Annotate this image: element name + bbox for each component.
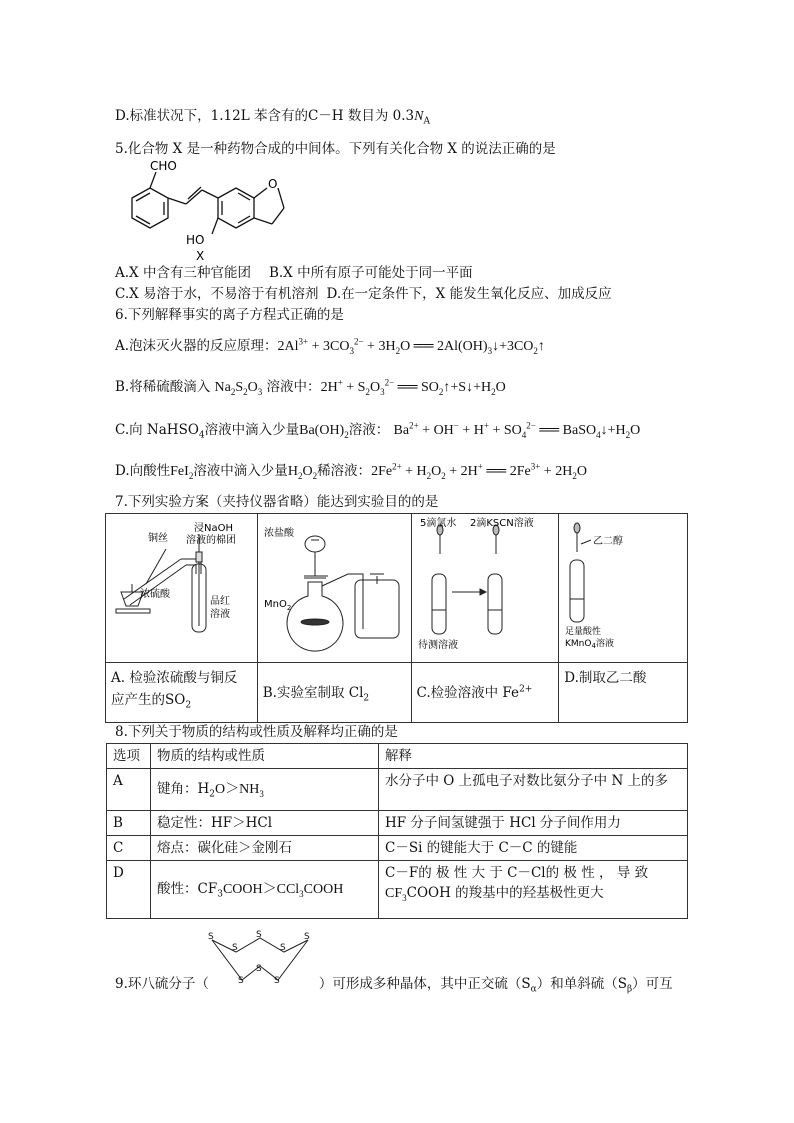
fig-d-label-glycol: 乙二醇 bbox=[593, 536, 624, 547]
fig-d-cell bbox=[559, 514, 688, 663]
fig-a-label-acid: 浓硫酸 bbox=[140, 589, 170, 600]
ring-oxygen-label: O bbox=[268, 177, 278, 191]
q4-option-d: D.标准状况下，1.12L 苯含有的C－H 数目为 $0.3N_A$ bbox=[115, 108, 430, 127]
copper-sulfuric-apparatus bbox=[106, 514, 256, 658]
q8-row-d-property: 酸性：$CF_3COOH>CCl_3COOH$ bbox=[151, 861, 379, 919]
q6-option-d: D.向酸性FeI$_2$溶液中滴入少量$H_2O_2$稀溶液：$2Fe^{2+} + H_2O_2 + 2H^+$ ══ $2Fe^{3+} + 2H_2O$ bbox=[115, 461, 587, 481]
fig-b-label-mno2: MnO$_2$ bbox=[263, 599, 292, 612]
svg-text:S: S bbox=[238, 976, 244, 986]
fig-a-label-solution: 溶液 bbox=[210, 609, 230, 620]
q8-row-a-explanation: 水分子中 O 上孤电子对数比氨分子中 N 上的多 bbox=[379, 769, 688, 811]
q8-row-d-explanation: C－F的 极 性 大 于 C－Cl的 极 性 ， 导 致 $CF_3COOH$ 的羧基中的羟基极性更大 bbox=[379, 861, 688, 919]
q8-table bbox=[106, 743, 688, 919]
q8-row-c-explanation: C－Si 的键能大于 C－C 的键能 bbox=[379, 836, 688, 861]
fig-d-label-excess: 足量酸性 bbox=[565, 627, 602, 637]
q7-option-c: C.检验溶液中 $Fe^{2+}$ bbox=[411, 663, 559, 723]
svg-text:S: S bbox=[208, 932, 214, 942]
q8-header-option: 选项 bbox=[107, 744, 151, 769]
q7-table bbox=[105, 513, 688, 723]
svg-text:S: S bbox=[304, 932, 310, 942]
svg-text:S: S bbox=[256, 964, 262, 974]
q6-option-b: B.将稀硫酸滴入 $Na_2S_2O_3$ 溶液中：$2H^+ + S_2O_3^{2-}$ ══ $SO_2↑+S↓+H_2O$ bbox=[115, 377, 506, 397]
fig-a-label-cotton: 溶液的棉团 bbox=[186, 535, 236, 546]
chlorine-generator-apparatus bbox=[258, 514, 410, 658]
q5-option-c: C.X 易溶于水，不易溶于有机溶剂 bbox=[115, 286, 319, 302]
fig-a-cell bbox=[106, 514, 258, 663]
fig-a-label-naoh: 浸NaOH bbox=[194, 523, 233, 534]
q8-header-explanation: 解释 bbox=[379, 744, 688, 769]
svg-text:S: S bbox=[274, 976, 280, 986]
q9-stem: 9.环八硫分子（ ）可形成多种晶体，其中正交硫$(S_\alpha)$和单斜硫$(S_\beta)$可互 bbox=[115, 976, 673, 995]
svg-text:S: S bbox=[256, 930, 262, 940]
q5-option-d: D.在一定条件下，X 能发生氧化反应、加成反应 bbox=[326, 286, 612, 302]
q6-stem: 6.下列解释事实的离子方程式正确的是 bbox=[115, 307, 344, 323]
fig-c-label-chlorine: 5滴氯水 bbox=[419, 518, 456, 529]
q8-header-property: 物质的结构或性质 bbox=[151, 744, 379, 769]
q8-row-a-option: A bbox=[107, 769, 151, 811]
q6-option-a: A.泡沫灭火器的反应原理：$2Al^{3+} + 3CO_3^{2-} + 3H_2O$ ══ $2Al(OH)_3↓+3CO_2↑$ bbox=[115, 336, 545, 356]
oxidation-apparatus bbox=[559, 514, 686, 658]
svg-text:S: S bbox=[232, 943, 238, 953]
q5-option-a: A.X 中含有三种官能团 bbox=[115, 265, 251, 281]
fig-b-label-hcl: 浓盐酸 bbox=[263, 528, 294, 539]
q7-stem: 7.下列实验方案（夹持仪器省略）能达到实验目的的是 bbox=[115, 494, 439, 510]
fig-c-label-sample: 待测溶液 bbox=[417, 640, 458, 651]
q7-option-d: D.制取乙二酸 bbox=[559, 663, 688, 723]
q8-row-b-property: 稳定性：HF＞HCl bbox=[151, 811, 379, 836]
q8-stem: 8.下列关于物质的结构或性质及解释均正确的是 bbox=[115, 724, 398, 740]
q8-row-b-explanation: HF 分子间氢键强于 HCl 分子间作用力 bbox=[379, 811, 688, 836]
compound-name-label: X bbox=[196, 249, 205, 263]
fig-a-label-copper: 铜丝 bbox=[148, 533, 168, 544]
q7-option-b: B.实验室制取 $Cl_2$ bbox=[257, 663, 411, 723]
q5-options-row2 bbox=[115, 284, 612, 304]
q5-options-row1 bbox=[115, 263, 473, 283]
q8-row-d-option: D bbox=[107, 861, 151, 919]
q8-row-c-option: C bbox=[107, 836, 151, 861]
fig-d-label-kmno4: KMnO$_4$溶液 bbox=[565, 639, 615, 650]
q8-row-c-property: 熔点：碳化硅＞金刚石 bbox=[151, 836, 379, 861]
q5-stem: 5.化合物 X 是一种药物合成的中间体。下列有关化合物 X 的说法正确的是 bbox=[115, 141, 556, 157]
compound-x-structure bbox=[112, 158, 322, 263]
fig-a-label-pinjing: 品红 bbox=[210, 596, 230, 607]
fig-b-cell bbox=[257, 514, 411, 663]
q6-option-c: C.向 NaHSO$_4$溶液中滴入少量$Ba(OH)_2$溶液： $Ba^{2+} + OH^- + H^+ + SO_4^{2-}$ ══ $BaSO_4↓+H_2O$ bbox=[115, 420, 641, 441]
q7-option-a: A. 检验浓硫酸与铜反 应产生的$SO_2$ bbox=[106, 663, 258, 723]
svg-text:S: S bbox=[280, 943, 286, 953]
fig-c-label-kscn: 2滴KSCN溶液 bbox=[469, 518, 534, 529]
fig-c-cell bbox=[411, 514, 559, 663]
ho-label: HO bbox=[186, 233, 205, 247]
cho-label: CHO bbox=[150, 159, 177, 173]
q8-row-b-option: B bbox=[107, 811, 151, 836]
q5-option-b: B.X 中所有原子可能处于同一平面 bbox=[268, 265, 473, 281]
avogadro-symbol: N bbox=[414, 109, 424, 124]
fe-test-apparatus bbox=[412, 514, 558, 658]
q8-row-a-property: 键角：$H_2O>NH_3$ bbox=[151, 769, 379, 811]
